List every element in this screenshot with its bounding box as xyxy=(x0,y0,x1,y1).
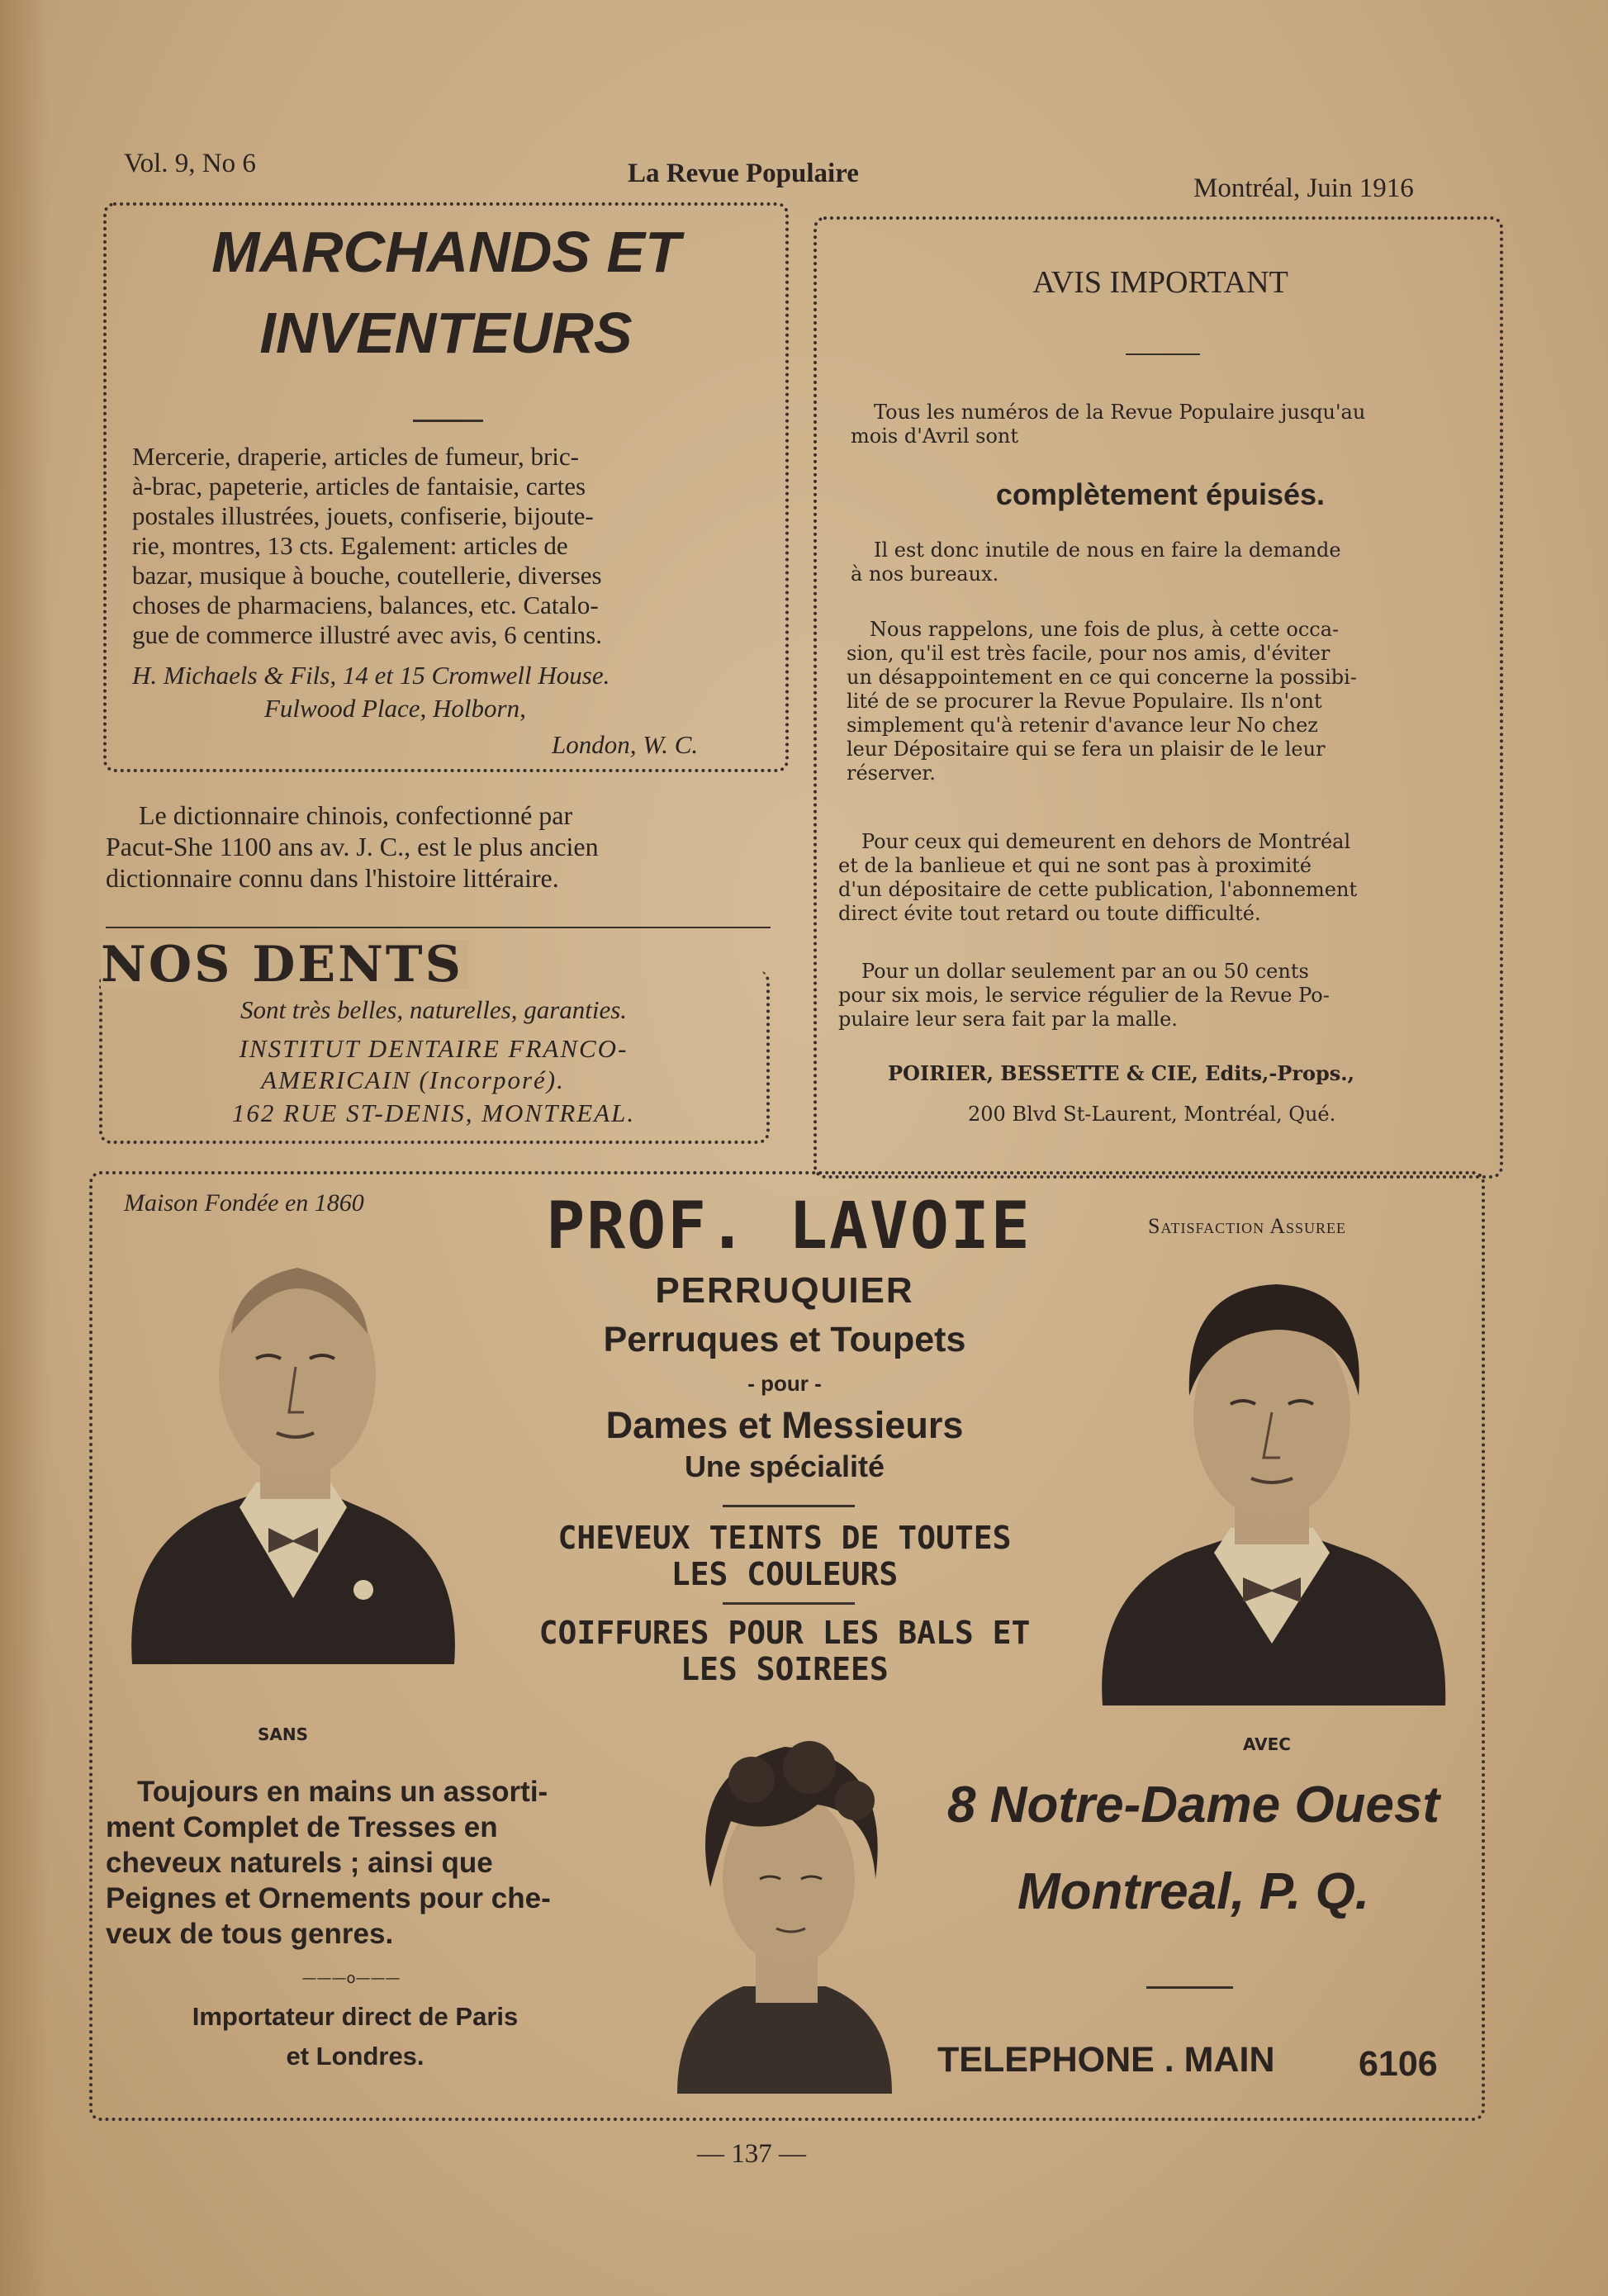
merchants-ad-address-line2: Fulwood Place, Holborn, xyxy=(264,694,526,723)
lavoie-line5 xyxy=(479,1520,1090,1592)
volume-number: Vol. 9, No 6 xyxy=(124,149,256,178)
notice-p4-line: et de la banlieue et qui ne sont pas à proximité xyxy=(838,854,1312,877)
merchants-ad-address-line1: H. Michaels & Fils, 14 et 15 Cromwell House. xyxy=(132,661,610,690)
lavoie-line1: Perruques et Toupets xyxy=(603,1320,966,1359)
merchants-ad-line: postales illustrées, jouets, confiserie, bijoute- xyxy=(132,501,594,530)
lavoie-line3: Dames et Messieurs xyxy=(605,1404,964,1446)
lavoie-rule-3 xyxy=(1146,1986,1233,1989)
lavoie-line6 xyxy=(479,1615,1090,1687)
dental-ad-title: NOS DENTS xyxy=(101,940,468,989)
dictionary-note-line: Pacut-She 1100 ans av. J. C., est le plus ancien xyxy=(106,832,599,861)
lavoie-rule-2 xyxy=(723,1602,855,1605)
lavoie-line6a: COIFFURES POUR LES BALS ET xyxy=(538,1615,1031,1651)
lavoie-small-divider: ———o——— xyxy=(301,1970,401,1987)
notice-address: 200 Blvd St-Laurent, Montréal, Qué. xyxy=(968,1103,1336,1126)
lavoie-founded: Maison Fondée en 1860 xyxy=(124,1189,364,1217)
notice-p2-line: Il est donc inutile de nous en faire la demande xyxy=(874,538,1341,562)
lavoie-assortment-line: Peignes et Ornements pour che- xyxy=(106,1882,551,1914)
lavoie-telephone-label: TELEPHONE . MAIN xyxy=(937,2040,1275,2080)
notice-p2-line: à nos bureaux. xyxy=(851,562,999,586)
merchants-ad-body xyxy=(132,442,761,650)
dictionary-note-line: dictionnaire connu dans l'histoire littéraire. xyxy=(106,863,559,893)
lavoie-trade: PERRUQUIER xyxy=(655,1270,914,1311)
merchants-ad-line: choses de pharmaciens, balances, etc. Catalo- xyxy=(132,591,599,619)
merchants-ad-line: Mercerie, draperie, articles de fumeur, bric- xyxy=(132,442,579,471)
notice-p1-line: mois d'Avril sont xyxy=(851,425,1019,448)
notice-rule xyxy=(1126,353,1200,355)
lavoie-satisfaction: Satisfaction Assuree xyxy=(1148,1214,1346,1238)
lavoie-line5b: LES COULEURS xyxy=(671,1556,899,1592)
lavoie-importer xyxy=(124,1997,586,2076)
lavoie-importer-line: Importateur direct de Paris xyxy=(192,2002,519,2031)
notice-p1-line: Tous les numéros de la Revue Populaire jusqu'au xyxy=(874,401,1366,424)
lavoie-street: 8 Notre-Dame Ouest xyxy=(946,1777,1440,1833)
notice-p1 xyxy=(851,401,1478,448)
notice-emphasis: complètement épuisés. xyxy=(995,477,1326,511)
lavoie-assortment-line: ment Complet de Tresses en xyxy=(106,1811,498,1843)
lavoie-city: Montreal, P. Q. xyxy=(1017,1863,1370,1920)
lavoie-line4: Une spécialité xyxy=(684,1449,885,1483)
notice-p4-line: Pour ceux qui demeurent en dehors de Montréal xyxy=(861,830,1351,853)
lavoie-name: PROF. LAVOIE xyxy=(546,1189,1032,1264)
dictionary-note xyxy=(106,799,776,894)
notice-p3 xyxy=(847,618,1474,785)
notice-p3-line: réserver. xyxy=(847,761,936,785)
bald-man-portrait xyxy=(116,1235,471,1681)
page-number: — 137 — xyxy=(697,2139,806,2169)
issue-date: Montréal, Juin 1916 xyxy=(1193,173,1414,203)
notice-p4-line: direct évite tout retard ou toute difficulté. xyxy=(838,902,1261,925)
lavoie-assortment xyxy=(106,1774,610,1952)
notice-p3-line: lité de se procurer la Revue Populaire. Ils n'ont xyxy=(847,690,1322,713)
merchants-ad-line: à-brac, papeterie, articles de fantaisie, cartes xyxy=(132,472,586,500)
notice-p3-line: sion, qu'il est très facile, pour nos amis, d'éviter xyxy=(847,642,1331,665)
notice-p2 xyxy=(851,538,1478,586)
magazine-title: La Revue Populaire xyxy=(628,159,859,188)
lavoie-rule-1 xyxy=(723,1505,855,1507)
notice-signature: POIRIER, BESSETTE & CIE, Edits,-Props., xyxy=(888,1061,1354,1085)
dental-ad-line1: INSTITUT DENTAIRE FRANCO- xyxy=(239,1034,628,1063)
lavoie-line6b: LES SOIREES xyxy=(681,1651,889,1687)
dental-ad-line3: 162 RUE ST-DENIS, MONTREAL. xyxy=(231,1098,636,1127)
notice-title: AVIS IMPORTANT xyxy=(1032,265,1288,300)
notice-p5-line: pulaire leur sera fait par la malle. xyxy=(838,1008,1178,1031)
dental-ad-line2: AMERICAIN (Incorporé). xyxy=(261,1065,565,1094)
notice-p5 xyxy=(838,960,1474,1032)
notice-p3-line: un désappointement en ce qui concerne la possibi- xyxy=(847,666,1357,689)
lavoie-assortment-line: veux de tous genres. xyxy=(106,1918,394,1950)
section-divider xyxy=(106,927,771,928)
dictionary-note-line: Le dictionnaire chinois, confectionné par xyxy=(139,800,573,830)
merchants-ad-title-line2: INVENTEURS xyxy=(259,301,633,365)
notice-p3-line: leur Dépositaire qui se fera un plaisir de le leur xyxy=(847,738,1326,761)
notice-p5-line: Pour un dollar seulement par an ou 50 cents xyxy=(861,960,1309,983)
lavoie-assortment-line: cheveux naturels ; ainsi que xyxy=(106,1847,493,1879)
notice-p3-line: Nous rappelons, une fois de plus, à cette occa- xyxy=(870,618,1340,641)
notice-p4 xyxy=(838,830,1474,926)
merchants-ad-address-line3: London, W. C. xyxy=(552,730,699,759)
man-with-toupee-portrait xyxy=(1094,1255,1449,1718)
notice-p3-line: simplement qu'à retenir d'avance leur No chez xyxy=(847,714,1318,737)
woman-portrait xyxy=(652,1722,917,2102)
lavoie-importer-line: et Londres. xyxy=(286,2042,425,2071)
lavoie-line5a: CHEVEUX TEINTS DE TOUTES xyxy=(557,1520,1012,1556)
notice-p5-line: pour six mois, le service régulier de la Revue Po- xyxy=(838,984,1330,1007)
avec-caption: AVEC xyxy=(1243,1734,1291,1754)
lavoie-line2: - pour - xyxy=(747,1371,822,1396)
lavoie-assortment-line: Toujours en mains un assorti- xyxy=(137,1776,548,1808)
sans-caption: SANS xyxy=(258,1724,309,1744)
lavoie-telephone-number: 6106 xyxy=(1359,2044,1438,2084)
merchants-ad-title-line1: MARCHANDS ET xyxy=(211,220,681,284)
merchants-ad-line: bazar, musique à bouche, coutellerie, diverses xyxy=(132,561,602,590)
page-shadow-edge xyxy=(0,0,50,2296)
dental-ad-tagline: Sont très belles, naturelles, garanties. xyxy=(240,995,628,1024)
merchants-ad-line: rie, montres, 13 cts. Egalement: articles de xyxy=(132,531,568,560)
merchants-ad-rule xyxy=(413,420,483,422)
notice-p4-line: d'un dépositaire de cette publication, l'abonnement xyxy=(838,878,1358,901)
merchants-ad-line: gue de commerce illustré avec avis, 6 centins. xyxy=(132,620,602,649)
